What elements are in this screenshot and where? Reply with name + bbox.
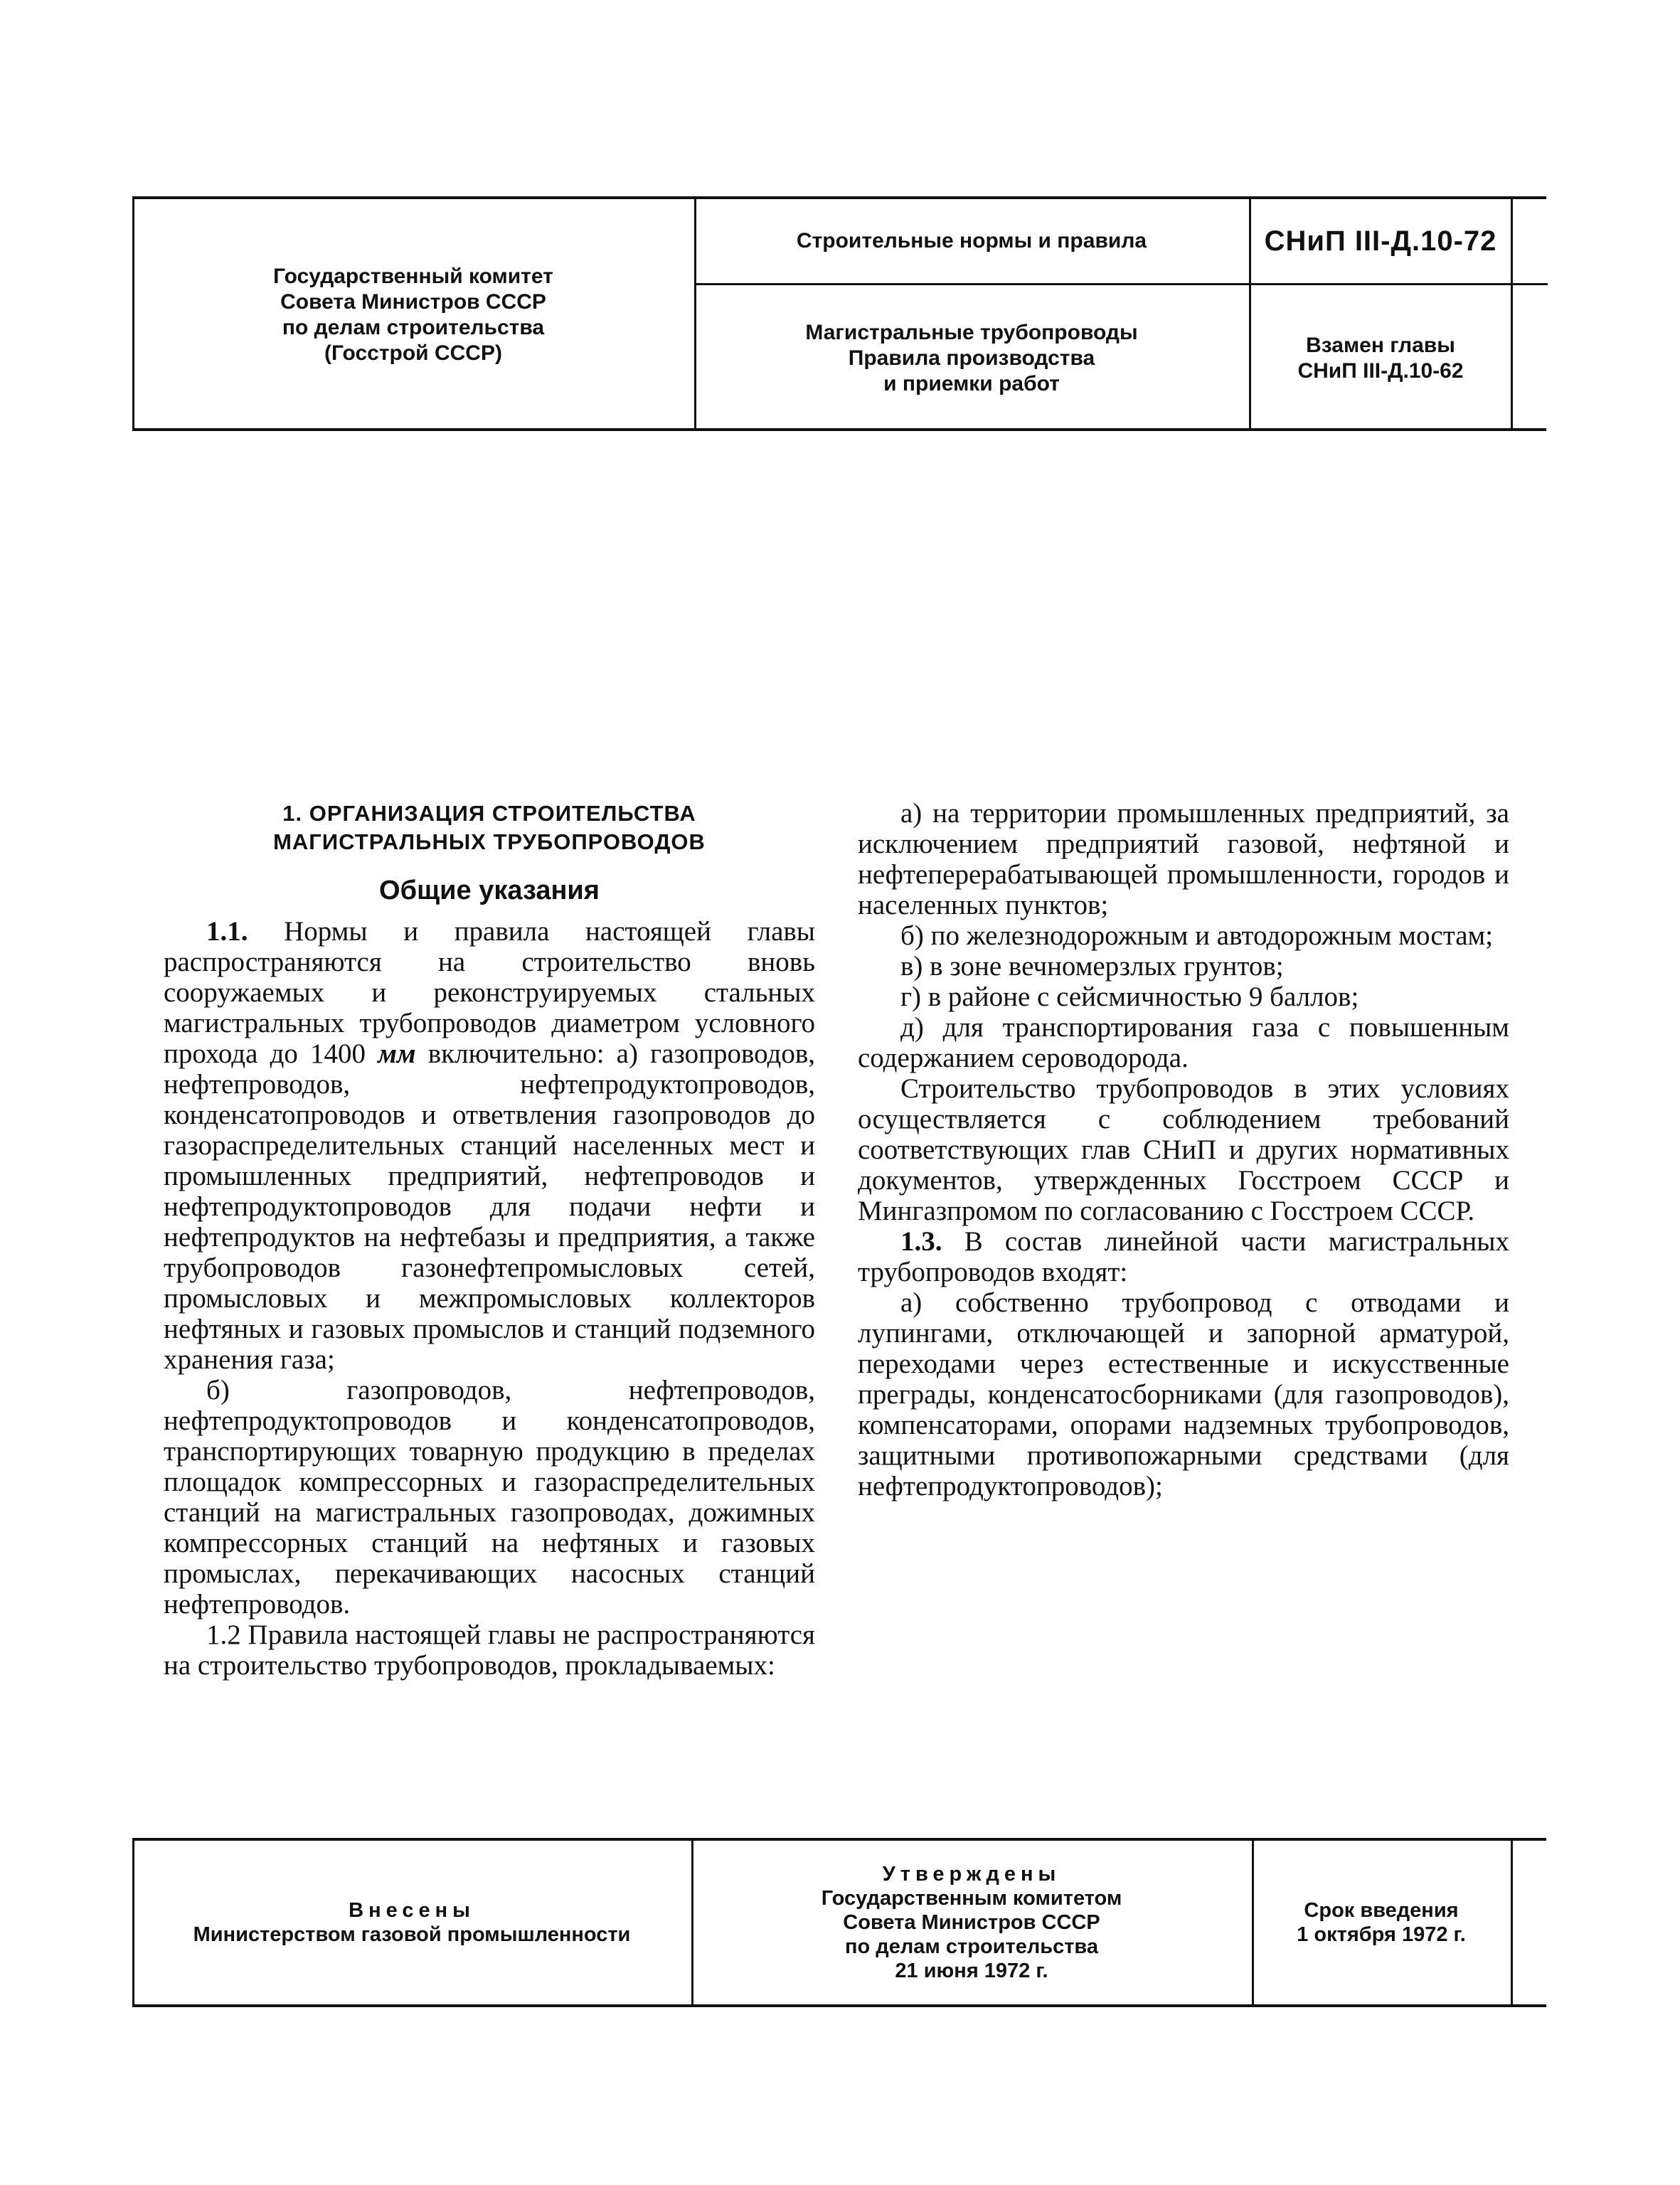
unit-label: мм xyxy=(378,1038,416,1069)
header-table xyxy=(132,196,1546,431)
paragraph-1-2-b: Строительство трубопроводов в этих условиях осуществляется с соблюдением требований соответствующих глав СНиП и других нормативных документов, утвержденных Госстроем СССР и Мингазпромом по согласованию с Госстроем СССР. xyxy=(858,1073,1509,1226)
section-title: 1. ОРГАНИЗАЦИЯ СТРОИТЕЛЬСТВА МАГИСТРАЛЬНЫХ ТРУБОПРОВОДОВ xyxy=(273,801,706,854)
list-item: в) в зоне вечномерзлых грунтов; xyxy=(900,951,1284,982)
issuing-organization: Государственный комитет Совета Министров СССР по делам строительства (Госстрой СССР) xyxy=(273,265,553,365)
footer-table xyxy=(132,1838,1546,2007)
paragraph-1-1: 1.1. Нормы и правила настоящей главы распространяются на строительство вновь сооружаемых и реконструируемых стальных магистральных трубопроводов диаметром условного прохода до 1400 мм включительно: а) газопроводов, нефтепроводов, нефтепродуктопроводов, конденсатопроводов и ответвления газопроводов до газораспределительных станций населенных мест и промышленных предприятий, нефтепроводов и нефтепродуктопроводов для подачи нефти и нефтепродуктов на нефтебазы и предприятия, а также трубопроводов газонефтепромысловых сетей, промысловых и межпромысловых коллекторов нефтяных и газовых промыслов и станций подземного хранения газа; xyxy=(164,916,816,1375)
paragraph-1-3: 1.3. В состав линейной части магистральных трубопроводов входят: xyxy=(858,1226,1509,1287)
replaces-document: Взамен главы СНиП III-Д.10-62 xyxy=(1297,333,1464,383)
footer-divider xyxy=(1511,1841,1513,2004)
norms-label: Строительные нормы и правила xyxy=(796,229,1147,252)
list-item: д) для транспортирования газа с повышенным содержанием сероводорода. xyxy=(858,1012,1509,1073)
introduced-by: Внесены Министерством газовой промышленности xyxy=(193,1899,631,1946)
list-item: б) по железнодорожным и автодорожным мостам; xyxy=(900,920,1494,951)
clause-number: 1.2 xyxy=(206,1620,241,1650)
text-column-left xyxy=(164,799,815,1681)
list-item: г) в районе с сейсмичностью 9 баллов; xyxy=(900,982,1359,1012)
list-item: а) собственно трубопровод с отводами и лупингами, отключающей и запорной арматурой, переходами через естественные и искусственные преграды, конденсатосборниками (для газопроводов), компенсаторами, опорами надземных трубопроводов, защитными противопожарными средствами (для нефтепродуктопроводов); xyxy=(858,1287,1509,1501)
list-item: а) на территории промышленных предприятий, за исключением предприятий газовой, нефтяной и нефтеперерабатывающей промышленности, городов и населенных пунктов; xyxy=(858,798,1509,920)
clause-number: 1.3. xyxy=(900,1226,942,1257)
paragraph-1-2: 1.2 Правила настоящей главы не распространяются на строительство трубопроводов, прокладываемых: xyxy=(164,1620,815,1681)
document-title: Магистральные трубопроводы Правила производства и приемки работ xyxy=(805,320,1138,395)
approved-by: Утверждены Государственным комитетом Совета Министров СССР по делам строительства 21 июня 1972 г. xyxy=(821,1863,1122,1982)
text-column-right xyxy=(858,798,1509,1501)
clause-number: 1.1. xyxy=(206,916,248,947)
effective-date: Срок введения 1 октября 1972 г. xyxy=(1297,1899,1466,1946)
document-code: СНиП III-Д.10-72 xyxy=(1264,225,1497,257)
paragraph-1-1-b: б) газопроводов, нефтепроводов, нефтепродуктопроводов и конденсатопроводов, транспортирующих товарную продукцию в пределах площадок компрессорных и газораспределительных станций на магистральных газопроводах, дожимных компрессорных станций на нефтяных и газовых промыслах, перекачивающих насосных станций нефтепроводов. xyxy=(164,1375,815,1620)
section-subtitle: Общие указания xyxy=(379,876,600,905)
